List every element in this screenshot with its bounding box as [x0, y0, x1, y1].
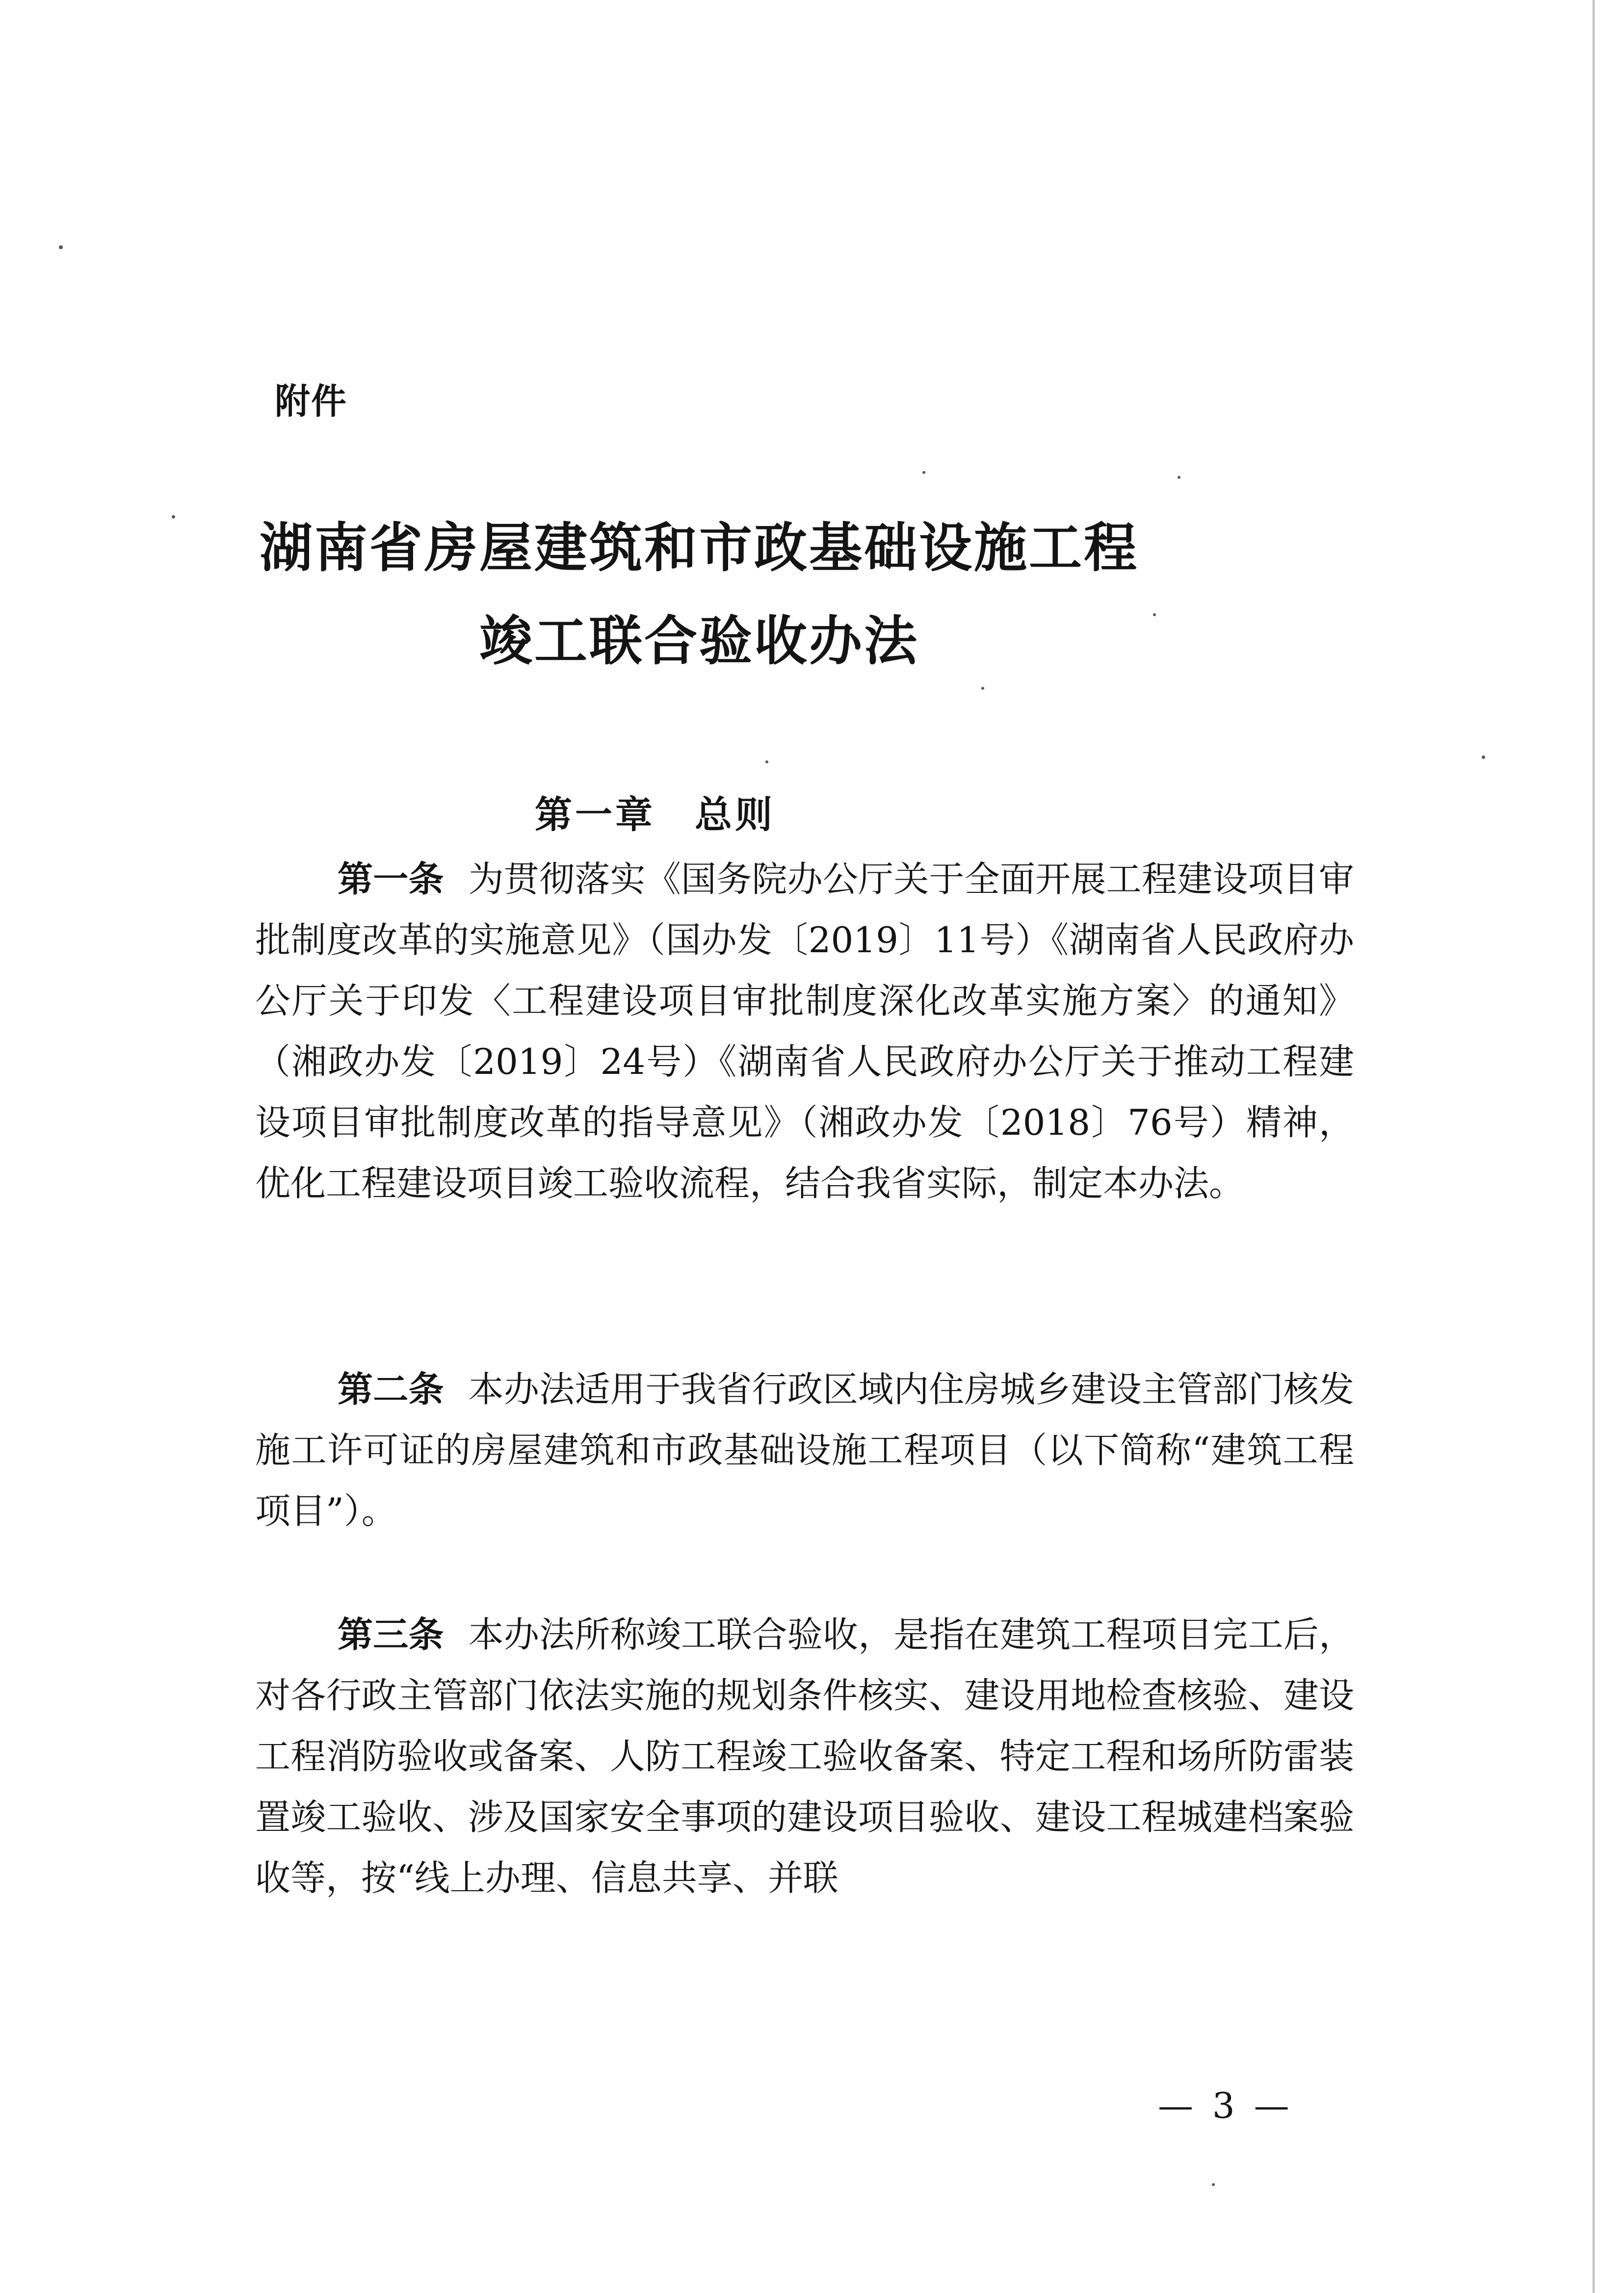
scan-speck — [59, 245, 63, 249]
scan-speck — [922, 471, 925, 474]
scan-speck — [981, 687, 984, 690]
chapter-name: 总则 — [695, 793, 775, 836]
article-heading: 第三条 — [338, 1614, 444, 1655]
article-body: 为贯彻落实《国务院办公厅关于全面开展工程建设项目审批制度改革的实施意见》（国办发〔2019〕11号）《湖南省人民政府办公厅关于印发〈工程建设项目审批制度深化改革实施方案〉的通知》（湘政办发〔2019〕24号）《湖南省人民政府办公厅关于推动工程建设项目审批制度改革的指导意见》（湘政办发〔2018〕76号）精神，优化工程建设项目竣工验收流程，结合我省实际，制定本办法。 — [255, 859, 1354, 1204]
scan-speck — [1482, 756, 1485, 759]
article-heading: 第一条 — [338, 859, 444, 900]
article-1 — [255, 849, 1354, 1214]
article-2 — [255, 1359, 1354, 1541]
scan-speck — [172, 515, 175, 519]
document-title-line-2: 竣工联合验收办法 — [479, 610, 919, 672]
article-heading: 第二条 — [338, 1369, 444, 1410]
article-3 — [255, 1604, 1354, 1908]
page-number: — 3 — — [1158, 2085, 1293, 2126]
chapter-heading — [0, 785, 1624, 838]
scan-speck — [1212, 2183, 1215, 2186]
scan-speck — [1153, 613, 1156, 616]
scan-edge-line — [1593, 0, 1595, 2293]
article-body: 本办法所称竣工联合验收，是指在建筑工程项目完工后，对各行政主管部门依法实施的规划条件核实、建设用地检查核验、建设工程消防验收或备案、人防工程竣工验收备案、特定工程和场所防雷装置竣工验收、涉及国家安全事项的建设项目验收、建设工程城建档案验收等，按“线上办理、信息共享、并联 — [255, 1614, 1354, 1899]
article-body: 本办法适用于我省行政区域内住房城乡建设主管部门核发施工许可证的房屋建筑和市政基础设施工程项目（以下简称“建筑工程项目”）。 — [255, 1369, 1354, 1532]
scan-speck — [1178, 476, 1180, 479]
document-title-line-1: 湖南省房屋建筑和市政基础设施工程 — [259, 517, 1139, 579]
scan-speck — [765, 760, 768, 763]
attachment-label: 附件 — [275, 381, 348, 422]
chapter-number: 第一章 — [535, 793, 655, 836]
